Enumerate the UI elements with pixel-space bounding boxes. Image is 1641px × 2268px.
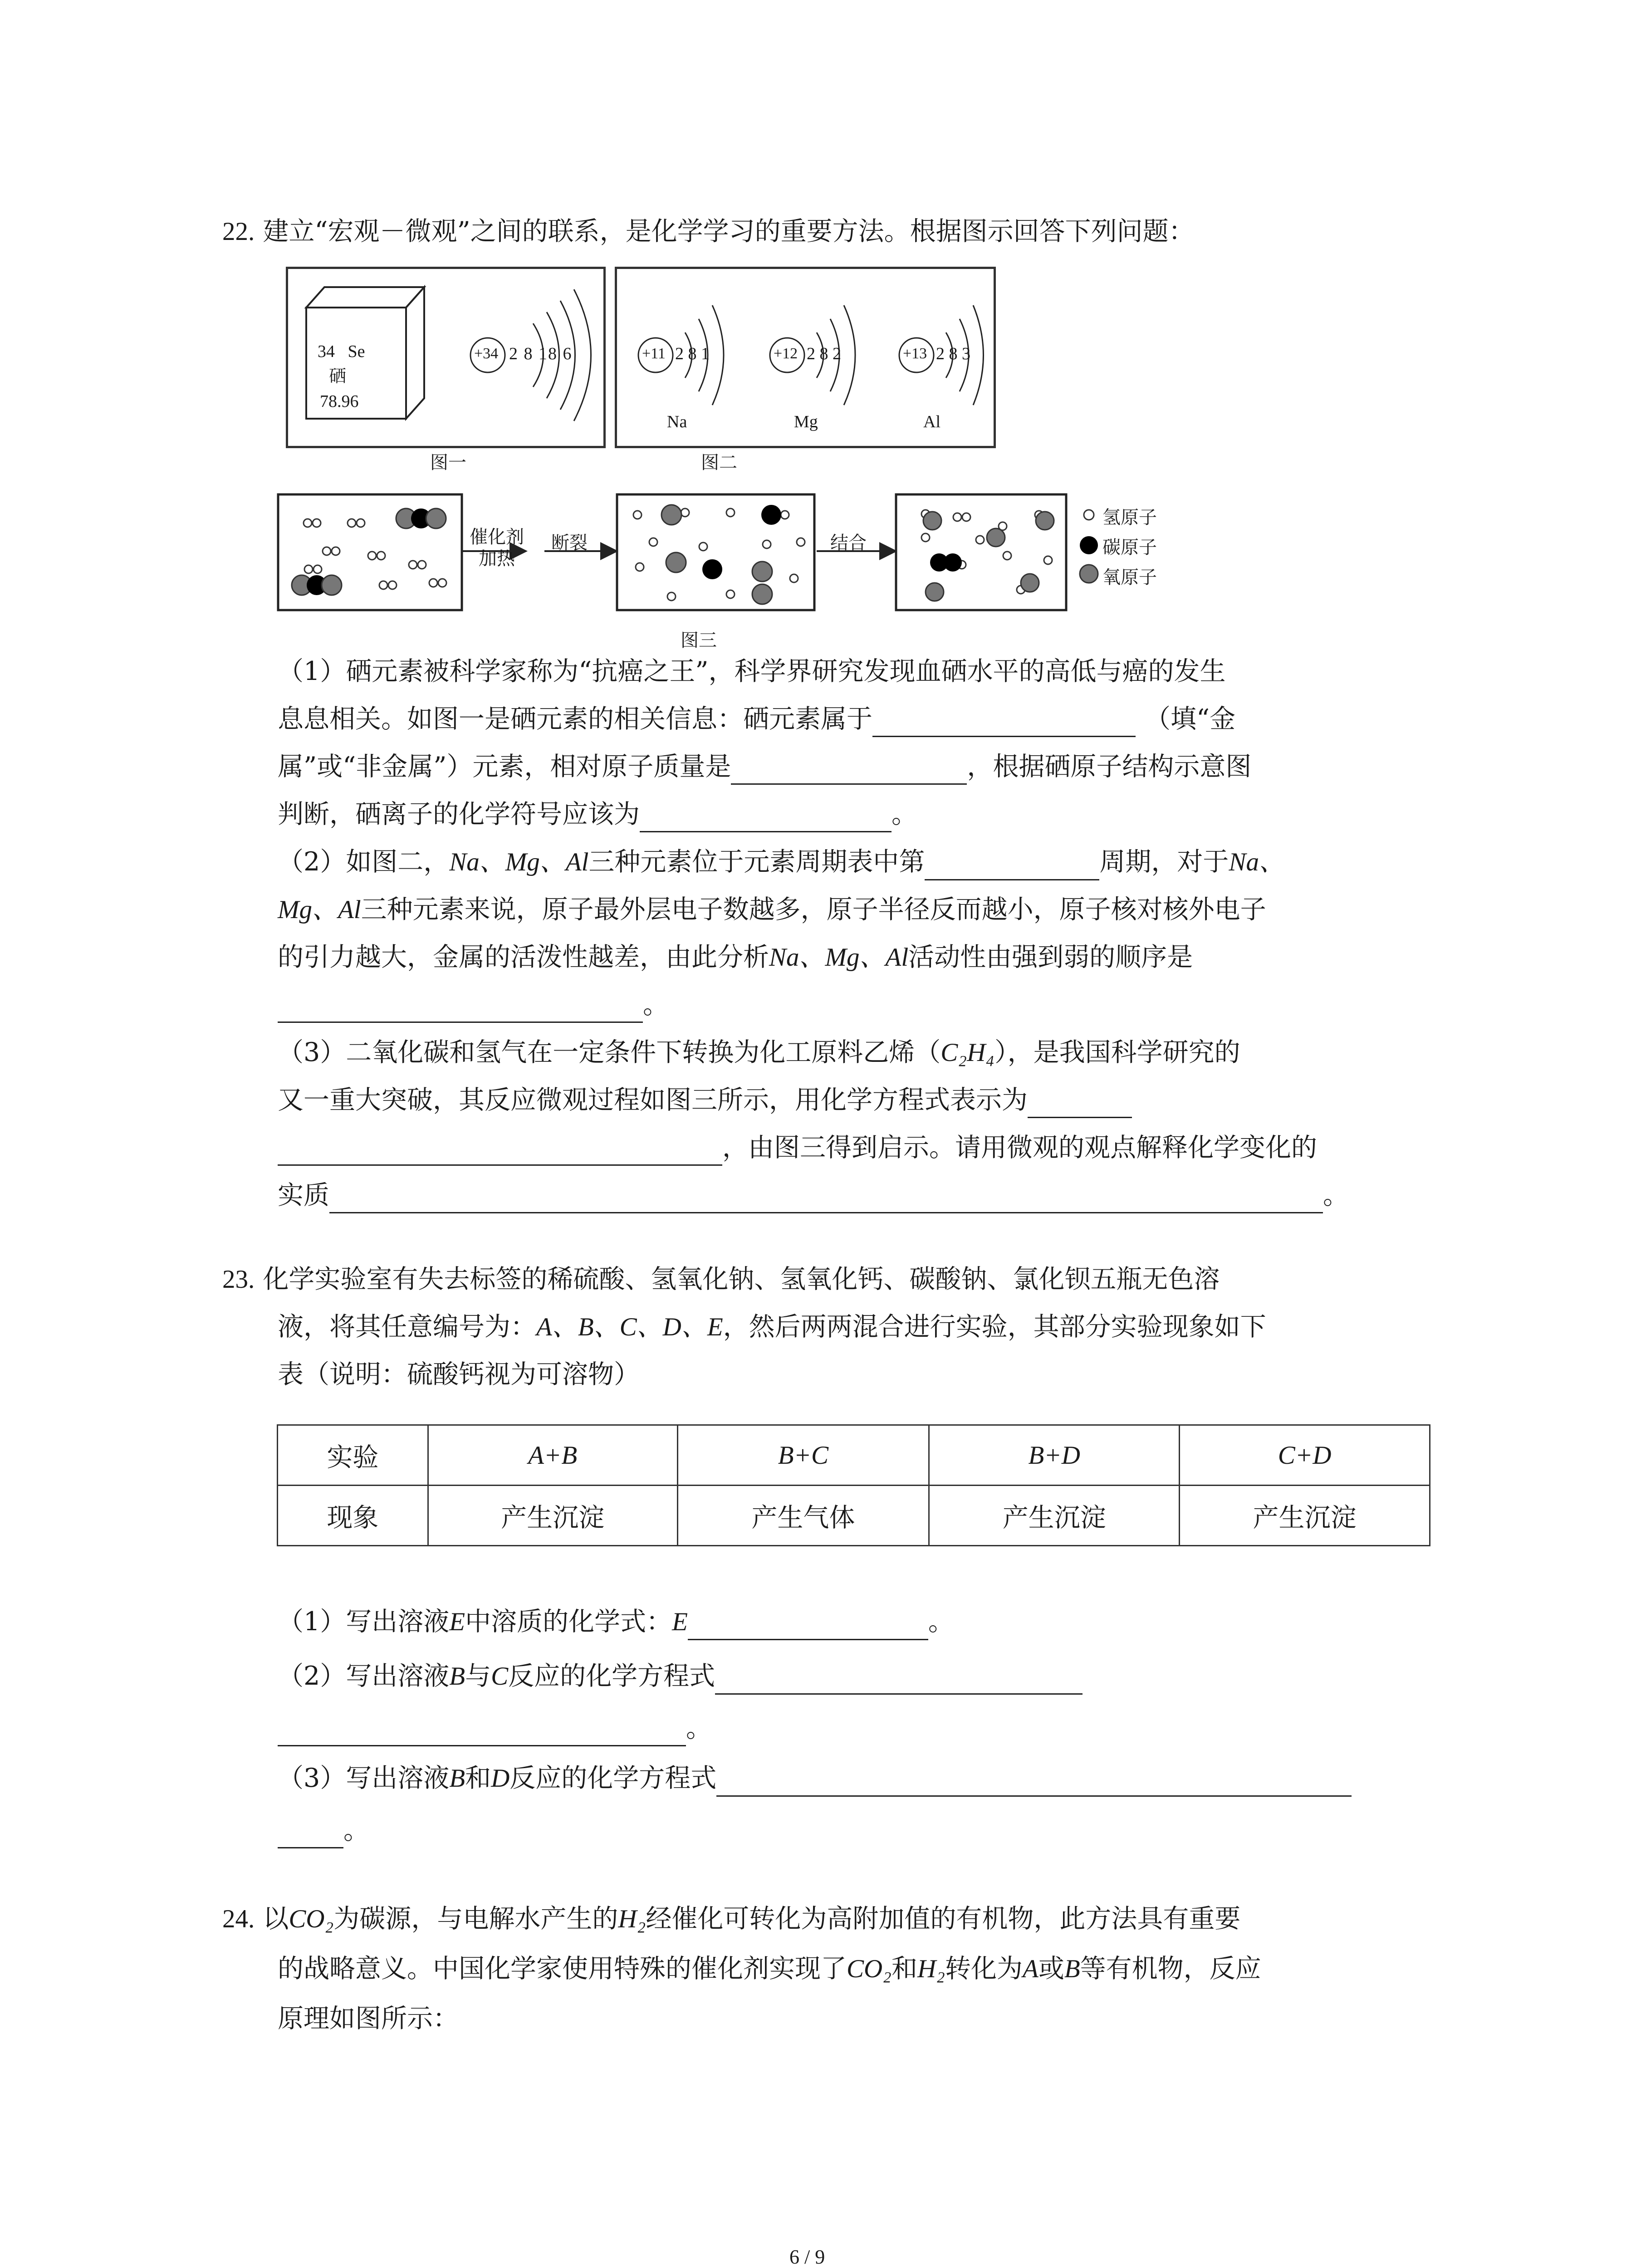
q22-part3-line4 [278, 1177, 1349, 1213]
answer-blank-metal[interactable] [872, 708, 1136, 737]
text: （3）写出溶液 [278, 1763, 450, 1793]
mg-nucleus: +12 [774, 345, 798, 362]
q23-part3-line1 [278, 1760, 1352, 1797]
q23-part3-line2 [278, 1812, 369, 1848]
table-cell: 产生沉淀 [929, 1486, 1180, 1546]
q23-part1 [278, 1603, 954, 1640]
table-cell: C+D [1180, 1425, 1430, 1486]
q23-part2-line1 [278, 1658, 1083, 1695]
answer-blank-mass[interactable] [731, 755, 967, 785]
q23-line3: 表（说明：硫酸钙视为可溶物） [278, 1359, 640, 1389]
text: 反应的化学方程式 [508, 1661, 715, 1691]
formula: Mg、Al [278, 895, 361, 924]
text: 。 [892, 799, 917, 829]
text: 经催化可转化为高附加值的有机物，此方法具有重要 [646, 1904, 1241, 1934]
legend-oxygen: 氧原子 [1102, 567, 1157, 588]
answer-blank-activity[interactable] [278, 993, 643, 1023]
text: 的引力越大，金属的活泼性越差，由此分析 [278, 942, 769, 972]
element-name: 硒 [329, 366, 347, 386]
text: 三种元素位于元素周期表中第 [588, 847, 925, 877]
label: E [449, 1608, 465, 1636]
answer-blank-ion[interactable] [640, 803, 892, 832]
q24-line1 [222, 1901, 1240, 1937]
text: 等有机物，反应 [1080, 1954, 1261, 1984]
table-row [278, 1425, 1430, 1486]
text: （2）如图二， [278, 847, 450, 877]
table-cell: A+B [428, 1425, 677, 1486]
table-cell: B+D [929, 1425, 1180, 1486]
text: 反应的化学方程式 [509, 1763, 717, 1793]
text: 三种元素来说，原子最外层电子数越多，原子半径反而越小，原子核对核外电子 [361, 894, 1266, 924]
question-number: 22. [222, 217, 255, 246]
text: 又一重大突破，其反应微观过程如图三所示，用化学方程式表示为 [278, 1085, 1028, 1115]
text: 周期，对于 [1099, 847, 1229, 877]
element-symbol: Se [348, 342, 365, 361]
q23-line1 [222, 1261, 1220, 1298]
answer-blank-bd-equation-a[interactable] [716, 1767, 1352, 1797]
al-nucleus: +13 [903, 345, 927, 362]
formula: Na、Mg、Al [449, 848, 589, 876]
text: ，由图三得到启示。请用微观的观点解释化学变化的 [722, 1133, 1317, 1163]
text: （3）二氧化碳和氢气在一定条件下转换为化工原料乙烯（ [278, 1037, 941, 1067]
q22-part2-line1 [278, 844, 1285, 880]
answer-blank-bc-equation-a[interactable] [715, 1665, 1083, 1695]
figure-1-selenium [286, 267, 606, 448]
stem-text: 建立“宏观－微观”之间的联系，是化学学习的重要方法。根据图示回答下列问题： [263, 216, 1195, 246]
label: B [449, 1764, 465, 1793]
text: 液，将其任意编号为： [278, 1312, 536, 1342]
figure-3-legend [1102, 503, 1157, 592]
answer-blank-essence[interactable] [329, 1184, 1323, 1213]
formula: CO₂ [847, 1955, 892, 1983]
page-number: 6 / 9 [789, 2246, 825, 2268]
nucleus-charge: +34 [474, 345, 499, 362]
text: 。 [343, 1815, 369, 1845]
q23-part2-line2 [278, 1710, 712, 1746]
text: 或 [1038, 1954, 1064, 1984]
formula: CO₂ [289, 1905, 334, 1933]
label: C [491, 1662, 509, 1691]
al-label: Al [923, 412, 941, 431]
formula-ethylene: C₂H₄ [941, 1038, 995, 1067]
q22-part2-line3 [278, 939, 1193, 976]
label: A [1022, 1955, 1038, 1983]
arrow-label-break: 断裂 [551, 533, 588, 553]
answer-blank-bc-equation-b[interactable] [278, 1717, 686, 1746]
text: （填“金 [1145, 704, 1236, 734]
text: （1）写出溶液 [278, 1607, 450, 1637]
experiment-table [277, 1424, 1430, 1546]
table-cell: B+C [677, 1425, 929, 1486]
q22-part3-line3 [278, 1129, 1317, 1166]
legend-hydrogen: 氢原子 [1102, 507, 1157, 528]
q22-stem [222, 213, 1195, 250]
table-row [278, 1486, 1430, 1546]
figure-2-atoms [615, 267, 996, 448]
text: 息息相关。如图一是硒元素的相关信息：硒元素属于 [278, 704, 872, 734]
text: 化学实验室有失去标签的稀硫酸、氢氧化钠、氢氧化钙、碳酸钠、氯化钡五瓶无色溶 [263, 1264, 1220, 1294]
table-cell: 产生沉淀 [1180, 1486, 1430, 1546]
text: 以 [263, 1904, 289, 1934]
na-label: Na [667, 412, 687, 431]
answer-blank-bd-equation-b[interactable] [278, 1819, 343, 1848]
legend-carbon: 碳原子 [1102, 537, 1157, 558]
figure-3-reaction [277, 488, 1230, 631]
q22-part2-line4 [278, 987, 669, 1023]
text: 实质 [278, 1180, 329, 1210]
text: 为碳源，与电解水产生的 [333, 1904, 618, 1934]
answer-blank-equation-a[interactable] [1028, 1089, 1132, 1118]
answer-blank-equation-b[interactable] [278, 1136, 722, 1166]
na-nucleus: +11 [642, 345, 666, 362]
figure-2-caption: 图二 [701, 452, 737, 473]
text: 。 [686, 1713, 712, 1743]
text: 。 [1323, 1180, 1349, 1210]
q22-part1-line4 [278, 796, 917, 832]
text: 中溶质的化学式： [465, 1607, 672, 1637]
label: B [1064, 1955, 1080, 1983]
text: 与 [465, 1661, 491, 1691]
arrow-label-catalyst: 催化剂 [470, 527, 524, 547]
text: 和 [465, 1763, 491, 1793]
question-number: 23. [222, 1265, 255, 1294]
figure-3-caption: 图三 [681, 630, 717, 651]
label: E [672, 1608, 688, 1636]
formula: H₂ [618, 1905, 646, 1933]
al-shells: 2 8 3 [936, 344, 970, 363]
text: 和 [892, 1954, 917, 1984]
q22-part3-line2 [278, 1082, 1132, 1118]
question-number: 24. [222, 1905, 255, 1933]
text: ，根据硒原子结构示意图 [967, 752, 1252, 782]
answer-blank-e-solute[interactable] [688, 1611, 928, 1640]
label: B [449, 1662, 465, 1691]
q24-line2 [278, 1950, 1261, 1987]
text: 活动性由强到弱的顺序是 [908, 942, 1193, 972]
formula: Na、 [1229, 848, 1285, 876]
arrow-label-combine: 结合 [830, 533, 867, 553]
text: 。 [928, 1607, 954, 1637]
mg-label: Mg [794, 412, 818, 431]
q22-part1-line3 [278, 748, 1251, 785]
q22-part1-line2 [278, 701, 1235, 737]
labels: A、B、C、D、E [536, 1313, 723, 1341]
table-cell: 产生沉淀 [428, 1486, 677, 1546]
text: （2）写出溶液 [278, 1661, 450, 1691]
figure-1-caption: 图一 [430, 452, 466, 473]
na-shells: 2 8 1 [675, 344, 710, 363]
table-cell: 产生气体 [677, 1486, 929, 1546]
text: 的战略意义。中国化学家使用特殊的催化剂实现了 [278, 1954, 847, 1984]
q22-part1-line1: （1）硒元素被科学家称为“抗癌之王”，科学界研究发现血硒水平的高低与癌的发生 [278, 656, 1226, 686]
atomic-mass: 78.96 [320, 392, 359, 411]
text: 属”或“非金属”）元素，相对原子质量是 [278, 752, 731, 782]
formula: H₂ [917, 1955, 945, 1983]
table-cell: 实验 [278, 1425, 428, 1486]
catalyst-label [470, 526, 524, 570]
table-cell: 现象 [278, 1486, 428, 1546]
text: 。 [643, 990, 669, 1020]
electron-shells: 2 8 18 6 [509, 344, 573, 363]
atomic-number: 34 [318, 342, 335, 361]
q24-line3: 原理如图所示： [278, 2004, 459, 2033]
text: 转化为 [945, 1954, 1023, 1984]
text: ），是我国科学研究的 [994, 1037, 1240, 1067]
formula: Na、Mg、Al [769, 943, 909, 972]
answer-blank-period[interactable] [925, 851, 1099, 880]
text: ，然后两两混合进行实验，其部分实验现象如下 [723, 1312, 1266, 1342]
arrow-label-heat: 加热 [479, 548, 515, 569]
label: D [491, 1764, 510, 1793]
mg-shells: 2 8 2 [807, 344, 841, 363]
q22-part2-line2 [278, 891, 1266, 928]
text: 判断，硒离子的化学符号应该为 [278, 799, 640, 829]
q23-line2 [278, 1309, 1266, 1345]
q22-part3-line1 [278, 1034, 1240, 1071]
